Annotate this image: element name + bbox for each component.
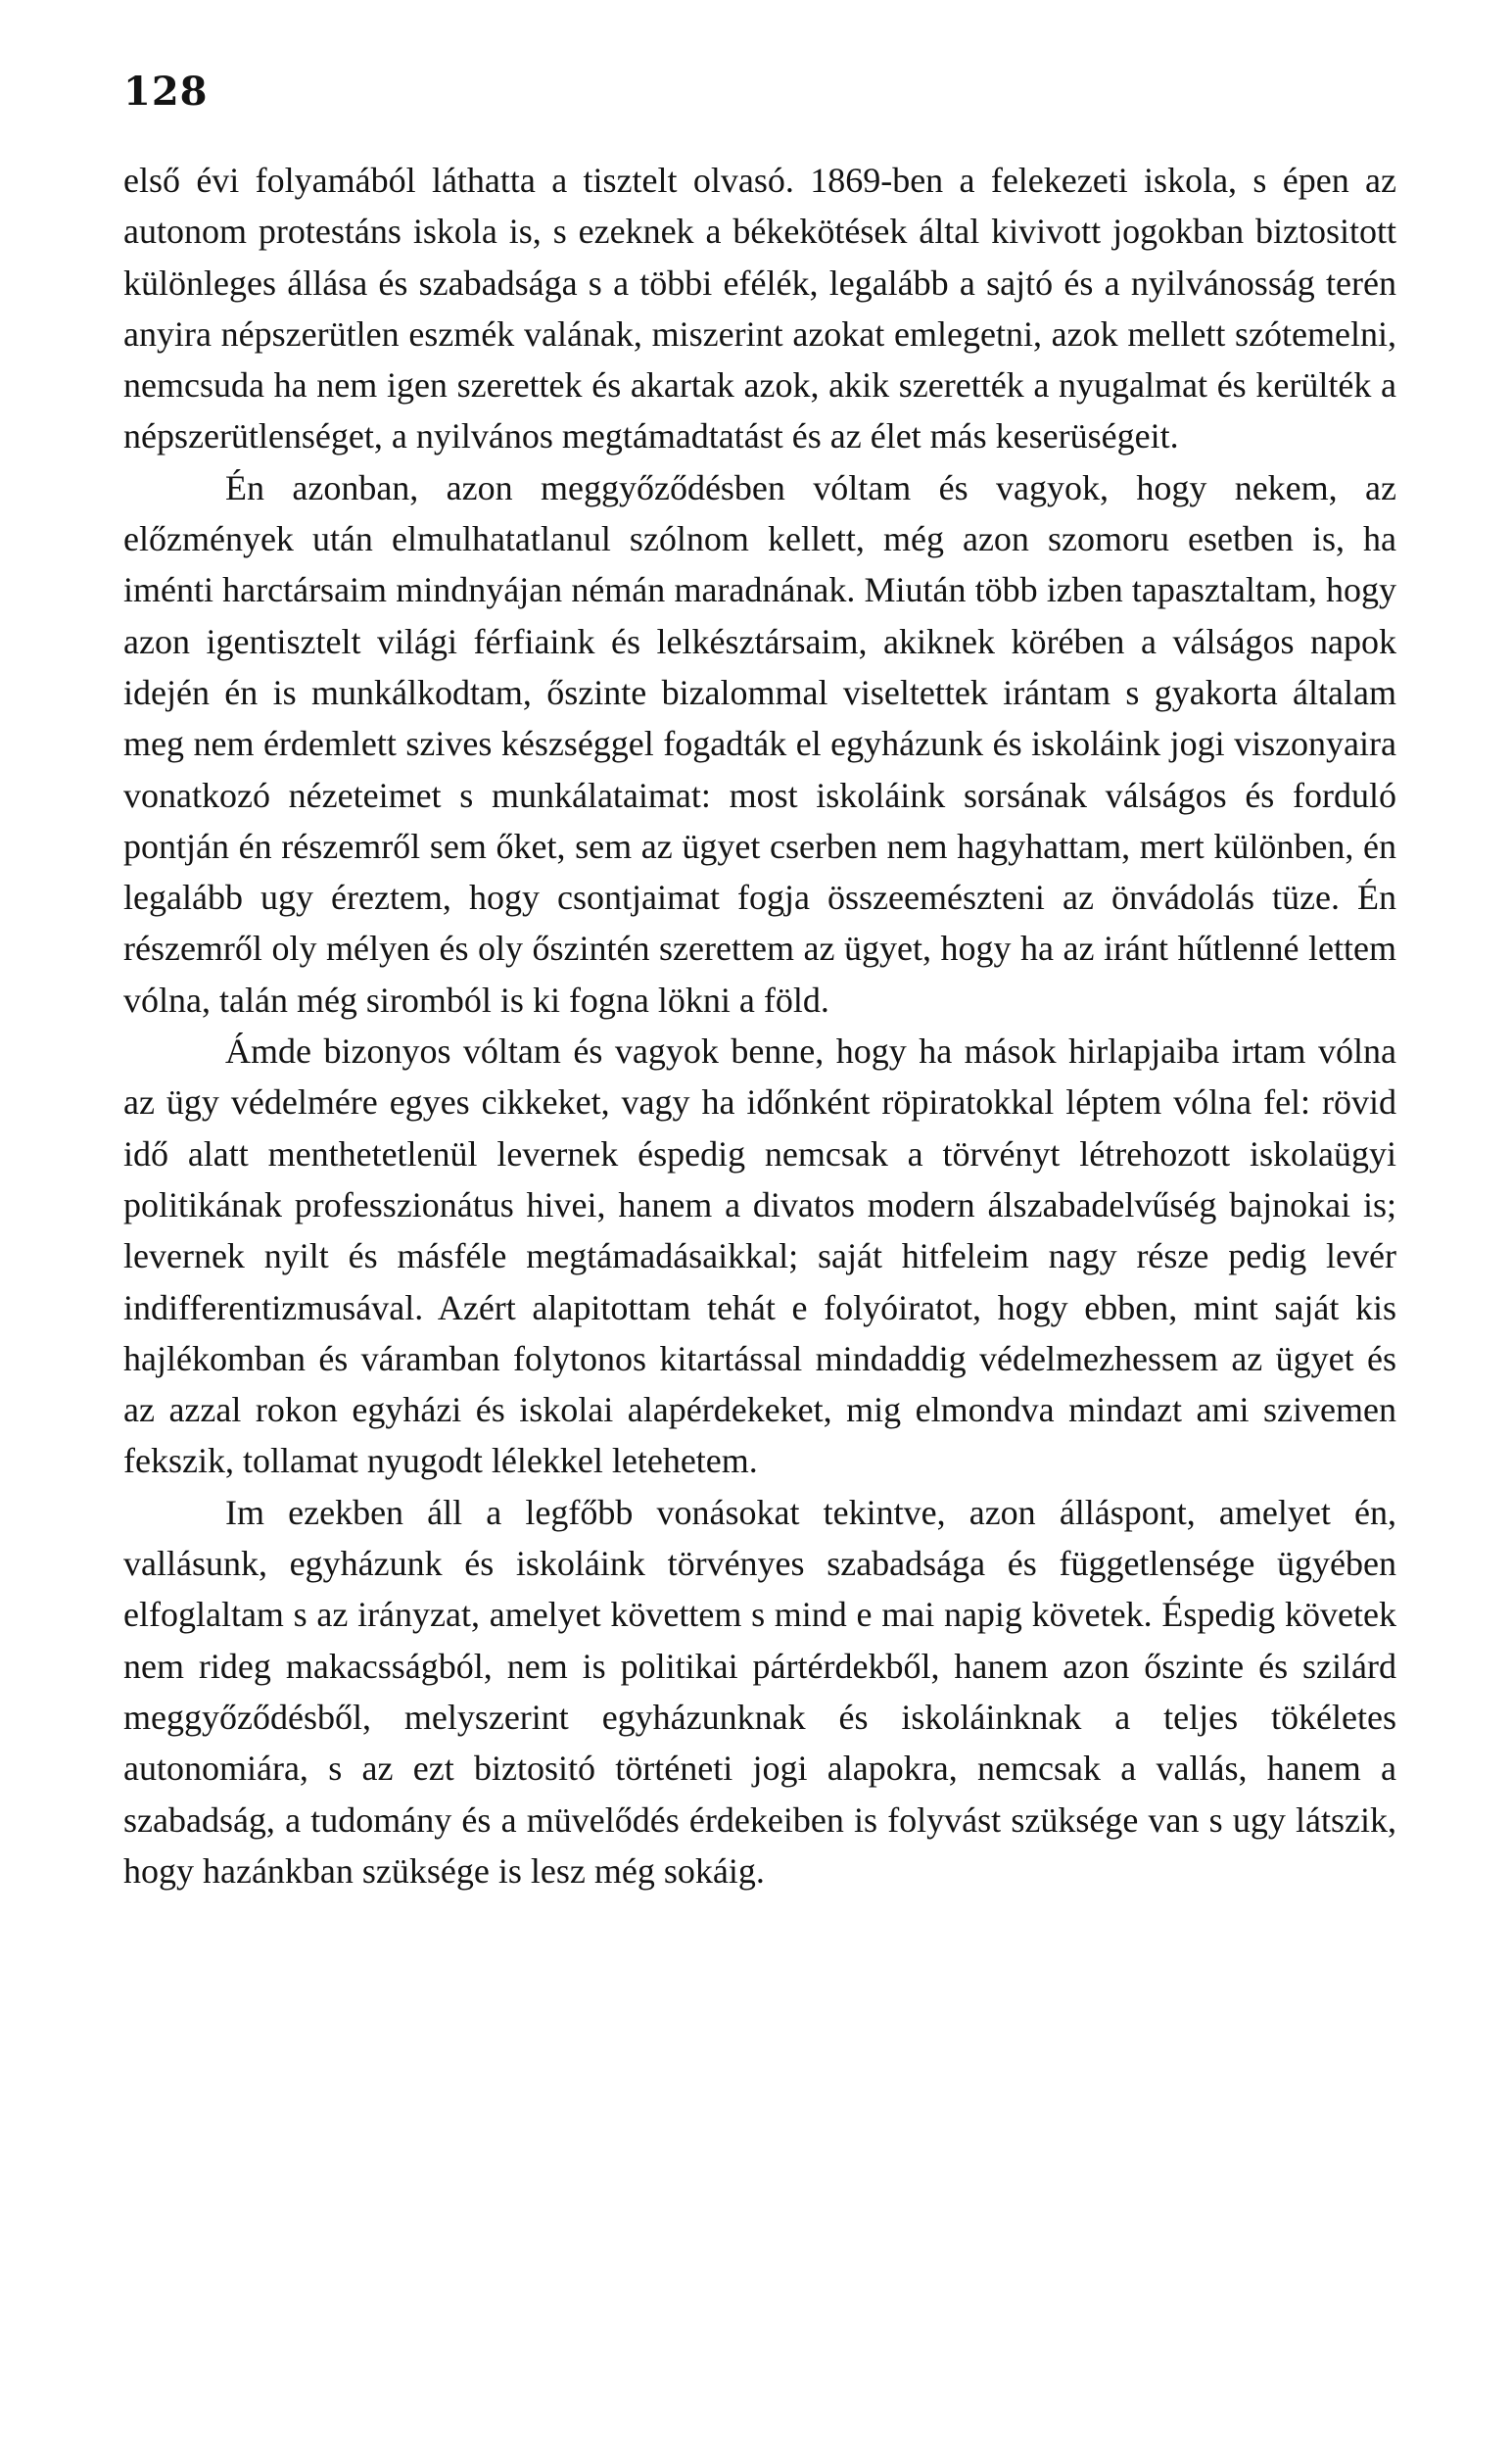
- page-number: 128: [123, 69, 209, 115]
- paragraph-4: Im ezekben áll a legfőbb vonásokat tekintve, azon álláspont, amelyet én, vallásunk, egyházunk és iskoláink törvényes szabadsága és függetlensége ügyében elfoglaltam s az irányzat, amelyet követtem s mind e mai napig követek. Éspedig követek nem rideg makacsságból, nem is politikai pártérdekből, hanem azon őszinte és szilárd meggyőződésből, melyszerint egyházunknak és iskoláinknak a teljes tökéletes autonomiára, s az ezt biztositó történeti jogi alapokra, nemcsak a vallás, hanem a szabadság, a tudomány és a müvelődés érdekeiben is folyvást szüksége van s ugy látszik, hogy hazánkban szüksége is lesz még sokáig.: [123, 1492, 1396, 1891]
- body-text: [123, 155, 1396, 1896]
- paragraph-2: Én azonban, azon meggyőződésben vóltam és vagyok, hogy nekem, az előzmények után elmulhatatlanul szólnom kellett, még azon szomoru esetben is, ha iménti harctársaim mindnyájan némán maradnának. Miután több izben tapasztaltam, hogy azon igentisztelt világi férfiaink és lelkésztársaim, akiknek körében a válságos napok idején én is munkálkodtam, őszinte bizalommal viseltettek irántam s gyakorta általam meg nem érdemlett szives készséggel fogadták el egyházunk és iskoláink jogi viszonyaira vonatkozó nézeteimet s munkálataimat: most iskoláink sorsának válságos és forduló pontján én részemről sem őket, sem az ügyet cserben nem hagyhattam, mert különben, én legalább ugy éreztem, hogy csontjaimat fogja összeemészteni az önvádolás tüze. Én részemről oly mélyen és oly őszintén szerettem az ügyet, hogy ha az iránt hűtlenné lettem vólna, talán még siromból is ki fogna lökni a föld.: [123, 467, 1396, 1020]
- paragraph-3: Ámde bizonyos vóltam és vagyok benne, hogy ha mások hirlapjaiba irtam vólna az ügy védelmére egyes cikkeket, vagy ha időnként röpiratokkal léptem vólna fel: rövid idő alatt menthetetlenül levernek éspedig nemcsak a törvényt létrehozott iskolaügyi politikának professzionátus hivei, hanem a divatos modern álszabadelvűség bajnokai is; levernek nyilt és másféle megtámadásaikkal; saját hitfeleim nagy része pedig levér indifferentizmusával. Azért alapitottam tehát e folyóiratot, hogy ebben, mint saját kis hajlékomban és váramban folytonos kitartással mindaddig védelmezhessem az ügyet és az azzal rokon egyházi és iskolai alapérdekeket, mig elmondva mindazt ami szivemen fekszik, tollamat nyugodt lélekkel letehetem.: [123, 1031, 1396, 1481]
- paragraph-1: első évi folyamából láthatta a tisztelt olvasó. 1869-ben a felekezeti iskola, s épen az autonom protestáns iskola is, s ezeknek a békekötések által kivivott jogokban biztositott különleges állása és szabadsága s a többi efélék, legalább a sajtó és a nyilvánosság terén anyira népszerütlen eszmék valának, miszerint azokat emlegetni, azok mellett szótemelni, nemcsuda ha nem igen szerettek és akartak azok, akik szerették a nyugalmat és kerülték a népszerütlenséget, a nyilvános megtámadtatást és az élet más keserüségeit.: [123, 161, 1396, 456]
